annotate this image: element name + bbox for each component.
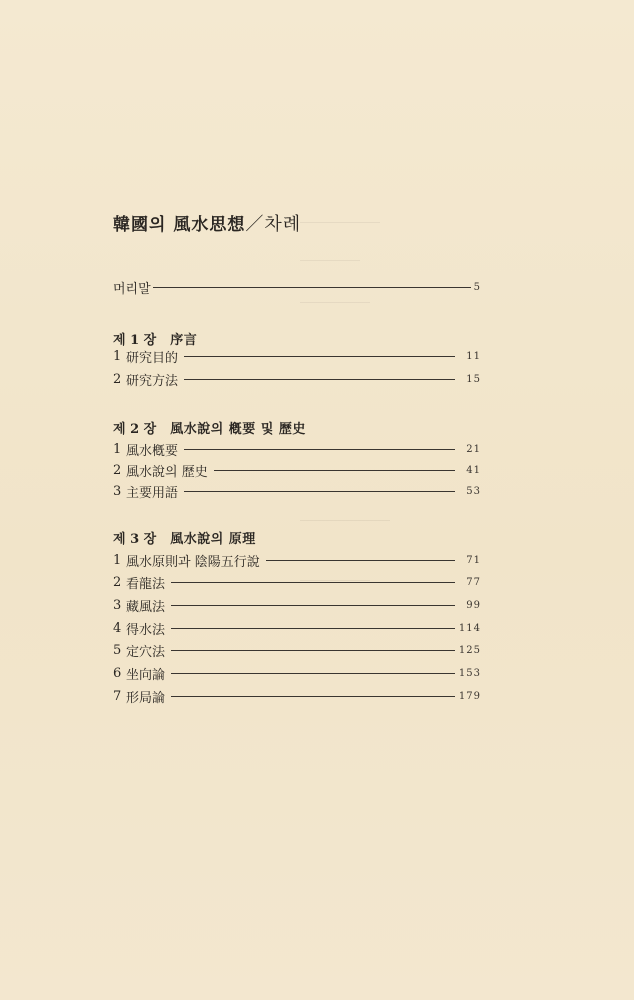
leader-line bbox=[214, 470, 455, 471]
toc-entry bbox=[113, 481, 481, 501]
leader-line bbox=[171, 696, 455, 697]
toc-entry-number: 6 bbox=[113, 665, 122, 681]
toc-page-number: 41 bbox=[466, 464, 481, 476]
leader-line bbox=[184, 491, 455, 492]
toc-page-number: 153 bbox=[458, 667, 481, 679]
leader-line bbox=[171, 673, 455, 674]
toc-page-number: 21 bbox=[466, 443, 481, 455]
book-title-main: 韓國의 風水思想 bbox=[113, 215, 246, 235]
toc-entry-number: 5 bbox=[113, 642, 122, 658]
chapter-number: 제 1 장 bbox=[113, 332, 157, 348]
leader-line bbox=[266, 560, 455, 561]
toc-entry-number: 2 bbox=[113, 462, 122, 478]
toc-page-number: 5 bbox=[473, 281, 481, 293]
toc-entry bbox=[113, 439, 481, 459]
toc-entry-label: 風水原則과 陰陽五行說 bbox=[126, 554, 260, 570]
toc-entry-number: 1 bbox=[113, 441, 122, 457]
leader-line bbox=[184, 449, 455, 450]
toc-entry bbox=[113, 663, 481, 683]
show-through-mark bbox=[300, 302, 370, 303]
chapter-number: 제 3 장 bbox=[113, 531, 157, 547]
chapter-title: 風水說의 原理 bbox=[170, 531, 256, 547]
toc-entry bbox=[113, 618, 481, 638]
chapter-heading-2 bbox=[113, 417, 306, 437]
toc-page-number: 179 bbox=[458, 690, 481, 702]
toc-entry-number: 2 bbox=[113, 371, 122, 387]
toc-entry-label: 藏風法 bbox=[126, 599, 166, 615]
toc-entry-label: 坐向論 bbox=[126, 667, 166, 683]
toc-entry-number: 3 bbox=[113, 597, 122, 613]
toc-entry bbox=[113, 595, 481, 615]
toc-page-number: 114 bbox=[458, 622, 481, 634]
toc-page-number: 125 bbox=[458, 644, 481, 656]
toc-entry-label: 머리말 bbox=[113, 281, 151, 297]
chapter-heading-1 bbox=[113, 328, 197, 348]
toc-entry bbox=[113, 369, 481, 389]
toc-entry-number: 3 bbox=[113, 483, 122, 499]
toc-entry-label: 得水法 bbox=[126, 622, 166, 638]
toc-entry-number: 1 bbox=[113, 348, 122, 364]
chapter-number: 제 2 장 bbox=[113, 421, 157, 437]
toc-entry bbox=[113, 686, 481, 706]
chapter-title: 風水說의 槪要 및 歷史 bbox=[170, 421, 306, 437]
toc-entry bbox=[113, 572, 481, 592]
toc-entry-label: 主要用語 bbox=[126, 485, 179, 501]
toc-entry-number: 4 bbox=[113, 620, 122, 636]
book-title-sub: ／차례 bbox=[245, 214, 302, 235]
chapter-heading-3 bbox=[113, 527, 256, 547]
show-through-mark bbox=[300, 520, 390, 521]
toc-page-number: 77 bbox=[466, 576, 481, 588]
toc-entry-label: 定穴法 bbox=[126, 644, 166, 660]
toc-page-number: 71 bbox=[466, 554, 481, 566]
toc-entry-label: 研究方法 bbox=[126, 373, 179, 389]
leader-line bbox=[171, 582, 455, 583]
toc-entry bbox=[113, 460, 481, 480]
toc-entry bbox=[113, 550, 481, 570]
toc-entry-label: 看龍法 bbox=[126, 576, 166, 592]
toc-entry-label: 風水槪要 bbox=[126, 443, 179, 459]
show-through-mark bbox=[300, 222, 380, 223]
book-title bbox=[113, 210, 301, 236]
toc-page-number: 11 bbox=[466, 350, 481, 362]
toc-entry-number: 2 bbox=[113, 574, 122, 590]
toc-entry-label: 風水說의 歷史 bbox=[126, 464, 208, 480]
toc-entry-label: 形局論 bbox=[126, 690, 166, 706]
toc-entry-number: 7 bbox=[113, 688, 122, 704]
leader-line bbox=[184, 356, 455, 357]
leader-line bbox=[153, 287, 471, 288]
toc-page-number: 15 bbox=[466, 373, 481, 385]
leader-line bbox=[171, 628, 455, 629]
toc-entry-preface bbox=[113, 277, 481, 297]
leader-line bbox=[184, 379, 455, 380]
show-through-mark bbox=[300, 260, 360, 261]
leader-line bbox=[171, 605, 455, 606]
leader-line bbox=[171, 650, 455, 651]
toc-page-number: 99 bbox=[466, 599, 481, 611]
toc-entry-number: 1 bbox=[113, 552, 122, 568]
toc-page-number: 53 bbox=[466, 485, 481, 497]
toc-entry bbox=[113, 640, 481, 660]
chapter-title: 序言 bbox=[170, 332, 198, 348]
toc-entry bbox=[113, 346, 481, 366]
toc-entry-label: 研究目的 bbox=[126, 350, 179, 366]
